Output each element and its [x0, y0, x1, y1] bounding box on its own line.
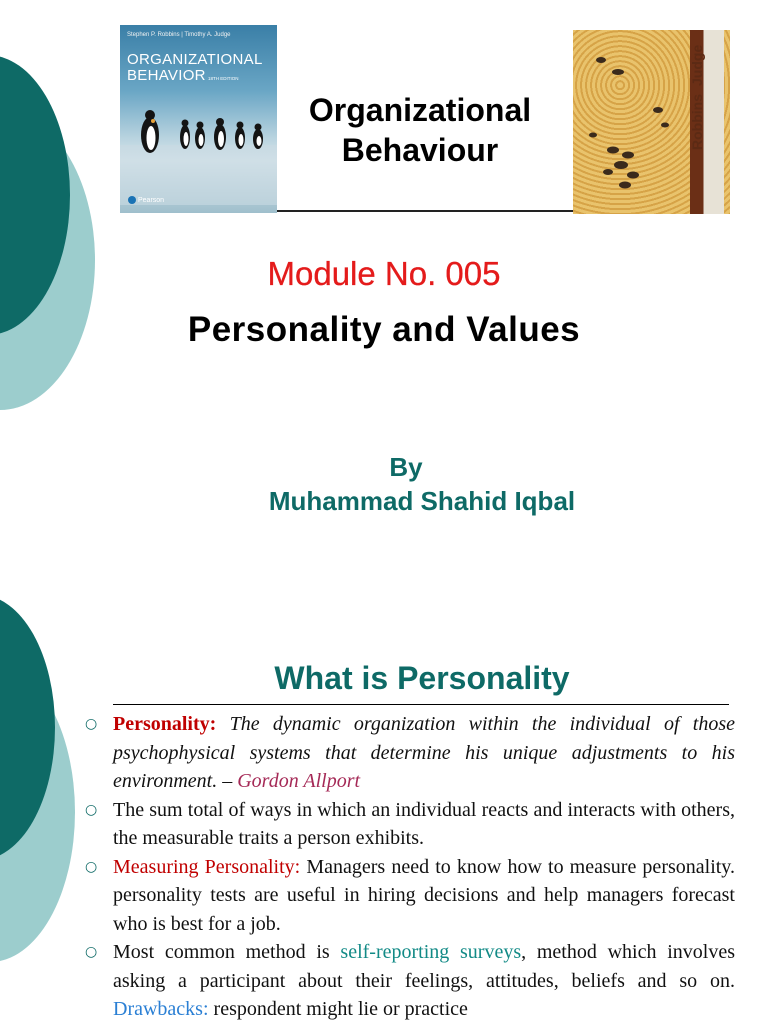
- section-heading: What is Personality: [274, 660, 570, 696]
- book-cover-publisher: [128, 196, 164, 204]
- item-text: The sum total of ways in which an individual reacts and interacts with others, the measurable traits a person exhibits.: [113, 798, 735, 849]
- module-subject: Personality and Values: [187, 310, 581, 349]
- course-title-line2: Behaviour: [341, 132, 499, 168]
- by-label: By: [389, 452, 423, 482]
- bees-illustration-icon: [573, 30, 690, 214]
- pearson-logo-icon: [128, 196, 136, 204]
- hollow-circle-bullet-icon: ○: [85, 801, 98, 818]
- section-heading-underline: [113, 704, 729, 705]
- course-title: [280, 90, 560, 170]
- book-cover-title-line1: ORGANIZATIONAL: [127, 51, 263, 68]
- spine-author-robbins: Robbins: [689, 94, 705, 150]
- book-cover-title: [127, 52, 263, 84]
- dash: –: [217, 770, 233, 792]
- book-cover-edition: 18TH EDITION: [208, 76, 239, 81]
- author-name: Muhammad Shahid Iqbal: [268, 486, 576, 516]
- penguins-illustration-icon: [120, 105, 277, 205]
- item-text-middle: , method which involves asking a participant about their feelings, attitudes, beliefs and so on.: [113, 941, 735, 992]
- book-spine-authors: [689, 45, 707, 150]
- book-cover-authors: Stephen P. Robbins | Timothy A. Judge: [127, 32, 231, 38]
- definition-source: Gordon Allport: [237, 770, 361, 792]
- list-item: [85, 853, 735, 939]
- course-title-line1: Organizational: [308, 92, 532, 128]
- term-label: Drawbacks:: [113, 998, 209, 1020]
- hollow-circle-bullet-icon: ○: [85, 944, 98, 960]
- term-label: Personality:: [113, 713, 217, 735]
- book-cover-left: [120, 25, 277, 213]
- definition-text: The dynamic organization within the individual of those psychophysical systems that determine his unique adjustments to his environment.: [113, 713, 735, 792]
- bullet-list: [85, 710, 735, 1024]
- item-text: Managers need to know how to measure personality. personality tests are useful in hiring decisions and help managers forecast who is best for a job.: [113, 855, 736, 935]
- list-item: [85, 796, 735, 853]
- hollow-circle-bullet-icon: ○: [85, 716, 98, 732]
- item-text-tail: respondent might lie or practice: [208, 998, 468, 1020]
- banner-divider: [277, 210, 573, 212]
- highlight-text: self-reporting surveys: [340, 941, 522, 963]
- book-cover-right: [573, 30, 730, 214]
- list-item: [85, 710, 735, 796]
- publisher-name: Pearson: [138, 196, 165, 204]
- hollow-circle-bullet-icon: ○: [85, 858, 98, 875]
- item-text-lead: Most common method is: [113, 941, 341, 963]
- module-number: Module No. 005: [267, 255, 501, 292]
- book-cover-title-line2: BEHAVIOR: [127, 67, 206, 84]
- term-label: Measuring Personality:: [113, 855, 301, 878]
- list-item: [85, 938, 735, 1024]
- spine-author-judge: Judge: [689, 44, 705, 86]
